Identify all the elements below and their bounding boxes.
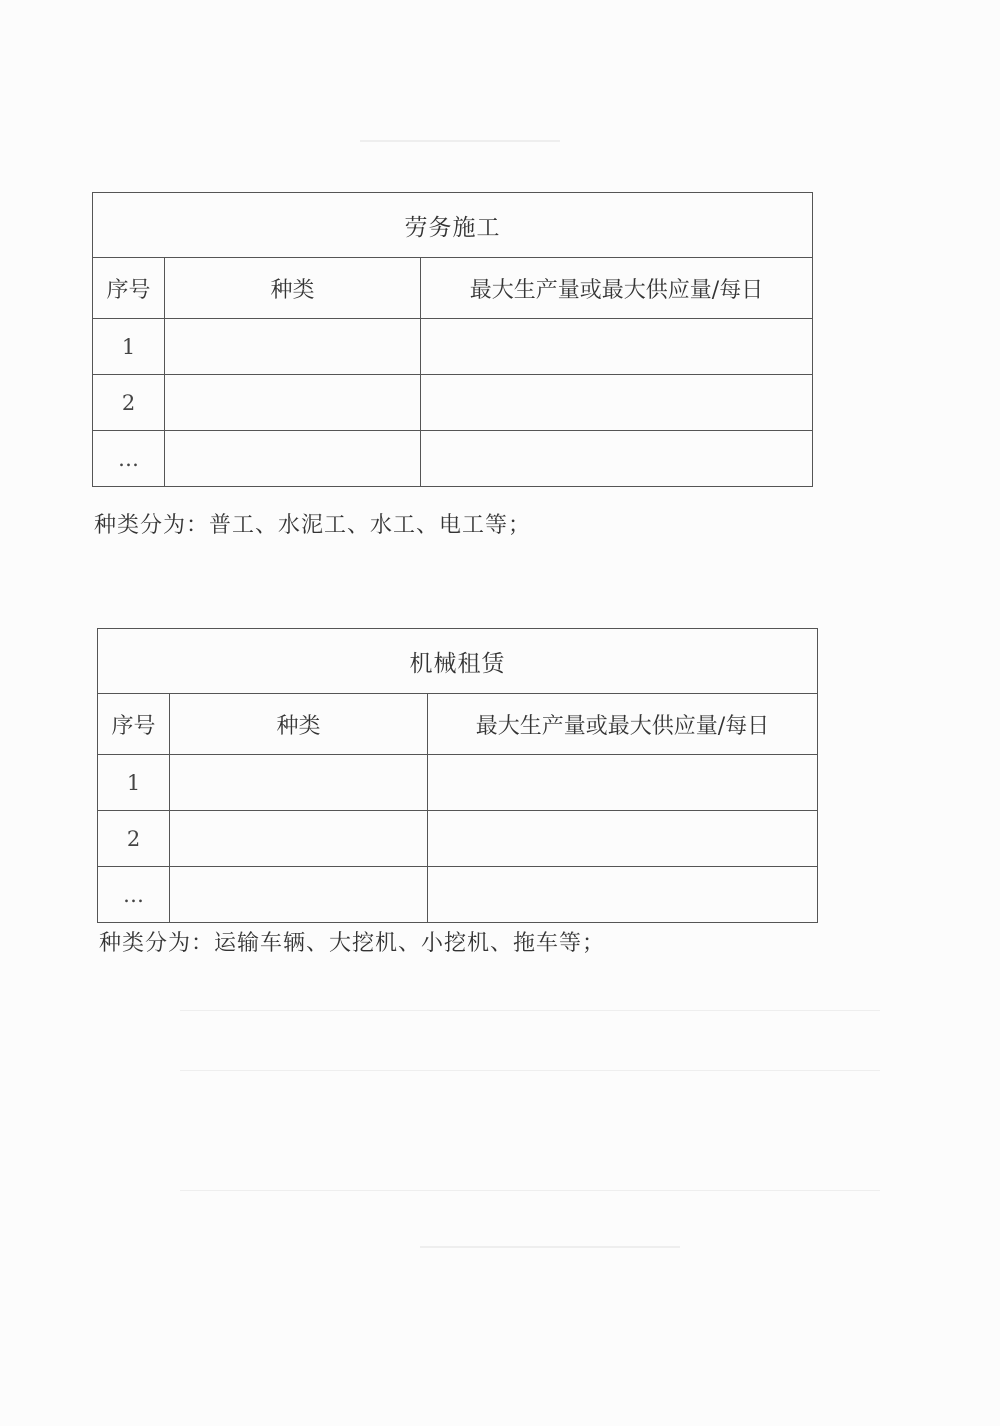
capacity-cell[interactable] (428, 867, 818, 923)
row-number: 1 (98, 755, 170, 811)
row-number: … (93, 431, 165, 487)
machine-rental-table (97, 628, 818, 923)
capacity-cell[interactable] (421, 319, 813, 375)
header-serial-number: 序号 (93, 258, 165, 319)
capacity-cell[interactable] (421, 375, 813, 431)
bleed-through-mark (180, 1070, 880, 1071)
table-row (98, 867, 818, 923)
bleed-through-mark (180, 1190, 880, 1191)
type-cell[interactable] (170, 755, 428, 811)
row-number: 2 (98, 811, 170, 867)
type-cell[interactable] (165, 375, 421, 431)
table-row (98, 755, 818, 811)
capacity-cell[interactable] (428, 755, 818, 811)
table-row (98, 811, 818, 867)
type-cell[interactable] (170, 811, 428, 867)
table-row (93, 319, 813, 375)
bleed-through-mark (180, 1010, 880, 1011)
header-type: 种类 (170, 694, 428, 755)
type-cell[interactable] (165, 431, 421, 487)
row-number: 2 (93, 375, 165, 431)
row-number: … (98, 867, 170, 923)
capacity-cell[interactable] (421, 431, 813, 487)
header-type: 种类 (165, 258, 421, 319)
table-row (93, 375, 813, 431)
header-capacity: 最大生产量或最大供应量/每日 (421, 258, 813, 319)
type-cell[interactable] (170, 867, 428, 923)
labor-table (92, 192, 813, 487)
header-capacity: 最大生产量或最大供应量/每日 (428, 694, 818, 755)
labor-types-note: 种类分为：普工、水泥工、水工、电工等； (94, 513, 532, 538)
table-row (93, 431, 813, 487)
header-serial-number: 序号 (98, 694, 170, 755)
row-number: 1 (93, 319, 165, 375)
table-title: 劳务施工 (93, 193, 813, 258)
type-cell[interactable] (165, 319, 421, 375)
bleed-through-mark (420, 1246, 680, 1248)
bleed-through-mark (360, 140, 560, 142)
table-title: 机械租赁 (98, 629, 818, 694)
capacity-cell[interactable] (428, 811, 818, 867)
machine-types-note: 种类分为：运输车辆、大挖机、小挖机、拖车等； (99, 931, 606, 956)
